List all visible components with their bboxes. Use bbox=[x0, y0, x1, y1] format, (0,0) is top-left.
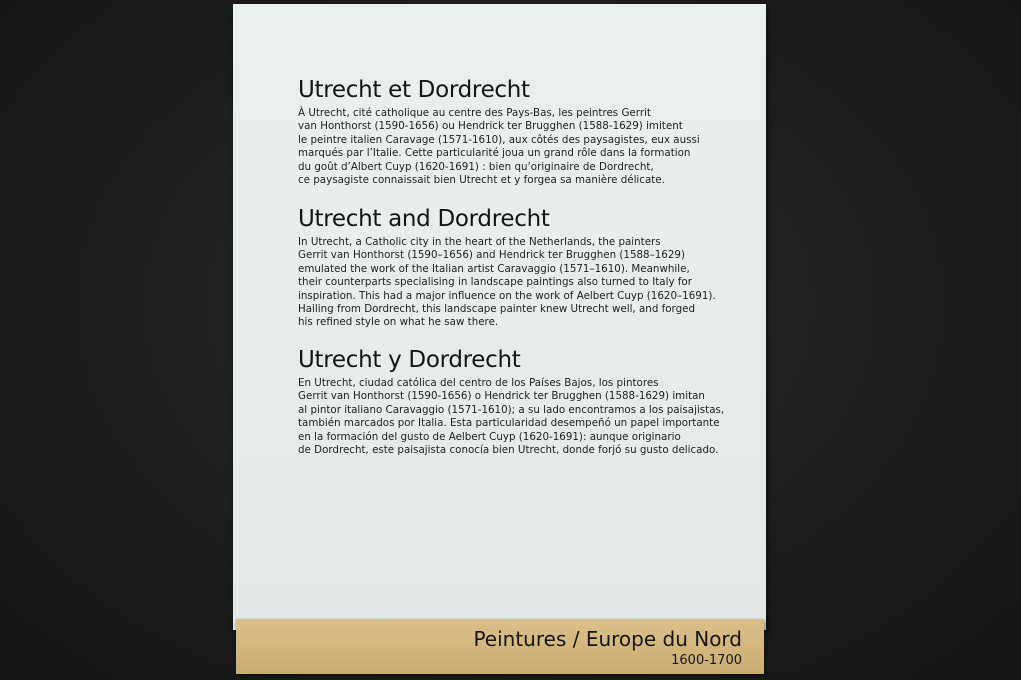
section-title-english: Utrecht and Dordrecht bbox=[298, 206, 550, 232]
section-french bbox=[298, 76, 758, 187]
gallery-plaque bbox=[236, 619, 764, 674]
section-english bbox=[298, 205, 758, 330]
section-title-spanish: Utrecht y Dordrecht bbox=[298, 347, 521, 373]
plaque-title: Peintures / Europe du Nord bbox=[473, 627, 742, 651]
section-spanish bbox=[298, 346, 758, 457]
section-body-french: À Utrecht, cité catholique au centre des Pays-Bas, les peintres Gerrit van Honthorst (1590-1656) ou Hendrick ter Brugghen (1588-1629) imitent le peintre italien Caravage (1571-1610), aux côtés des paysagistes, eux aussi marqués par l’Italie. Cette particularité joua un grand rôle dans la formation du goût d’Albert Cuyp (1620-1691) : bien qu’originaire de Dordrecht, ce paysagiste connaissait bien Utrecht et y forgea sa manière délicate. bbox=[298, 107, 700, 187]
section-body-spanish: En Utrecht, ciudad católica del centro de los Países Bajos, los pintores Gerrit van Honthorst (1590-1656) o Hendrick ter Brugghen (1588-1629) imitan al pintor italiano Caravaggio (1571-1610); a su lado encontramos a los paisajistas, también marcados por Italia. Esta particularidad desempeñó un papel importante en la formación del gusto de Aelbert Cuyp (1620-1691): aunque originario de Dordrecht, este paisajista conocía bien Utrecht, donde forjó su gusto delicado. bbox=[298, 377, 725, 457]
section-body-english: In Utrecht, a Catholic city in the heart of the Netherlands, the painters Gerrit van Honthorst (1590–1656) and Hendrick ter Brugghen (1588–1629) emulated the work of the Italian artist Caravaggio (1571–1610). Meanwhile, their counterparts specialising in landscape paintings also turned to Italy for inspiration. This had a major influence on the work of Aelbert Cuyp (1620–1691). Hailing from Dordrecht, this landscape painter knew Utrecht well, and forged his refined style on what he saw there. bbox=[298, 236, 716, 329]
plaque-dates: 1600-1700 bbox=[671, 653, 742, 668]
section-title-french: Utrecht et Dordrecht bbox=[298, 77, 530, 103]
